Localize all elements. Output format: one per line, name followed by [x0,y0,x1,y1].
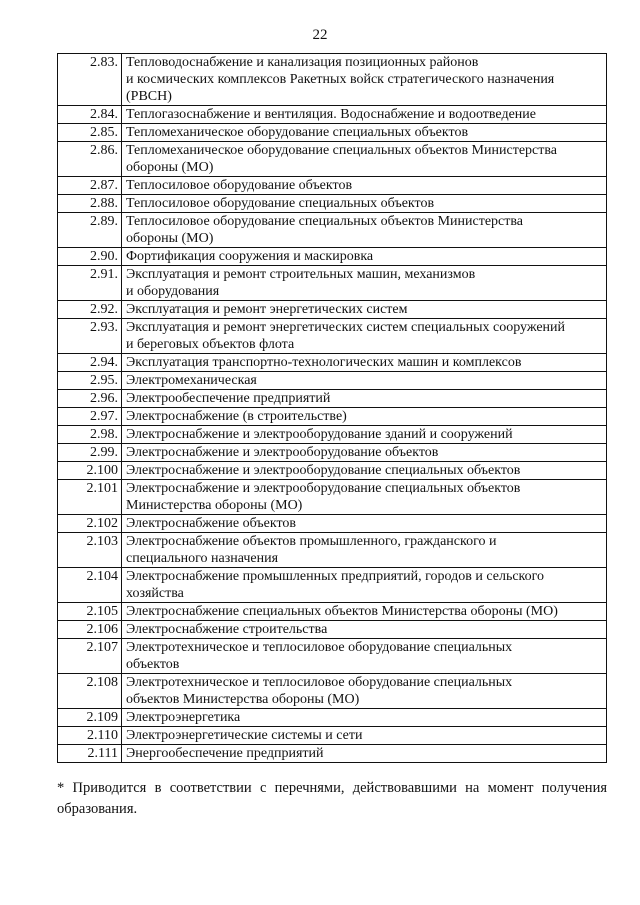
row-title [122,533,607,568]
table-row [58,54,607,106]
row-number: 2.106 [58,621,122,639]
row-number: 2.100 [58,462,122,480]
row-number: 2.93. [58,319,122,354]
row-title-line: Министерства обороны (МО) [126,498,303,513]
row-title-line: Теплосиловое оборудование объектов [126,178,353,193]
row-title [122,142,607,177]
row-number: 2.90. [58,248,122,266]
table-row [58,142,607,177]
table-row [58,319,607,354]
row-number: 2.83. [58,54,122,106]
table-row [58,195,607,213]
row-number: 2.92. [58,301,122,319]
specialty-table [57,53,607,763]
table-row [58,515,607,533]
row-title-line: Электроснабжение объектов [126,516,296,531]
table-row [58,480,607,515]
table-row [58,533,607,568]
row-title [122,621,607,639]
row-title-line: Эксплуатация и ремонт строительных машин, механизмов [126,267,476,282]
row-title-line: Электроснабжение и электрооборудование объектов [126,445,439,460]
table-row [58,621,607,639]
row-number: 2.104 [58,568,122,603]
specialty-table-body [58,54,607,763]
row-title [122,709,607,727]
row-title-line: Электроснабжение специальных объектов Министерства обороны (МО) [126,604,558,619]
row-number: 2.98. [58,426,122,444]
table-row [58,462,607,480]
table-row [58,745,607,763]
row-title-line: Электроснабжение и электрооборудование зданий и сооружений [126,427,513,442]
row-title [122,480,607,515]
row-title-line: Электроснабжение строительства [126,622,328,637]
row-number: 2.91. [58,266,122,301]
row-title [122,515,607,533]
page-number: 22 [312,27,328,43]
row-title-line: Электромеханическая [126,373,257,388]
row-title [122,444,607,462]
row-title [122,426,607,444]
row-number: 2.88. [58,195,122,213]
row-number: 2.109 [58,709,122,727]
row-title [122,462,607,480]
table-row [58,248,607,266]
row-number: 2.105 [58,603,122,621]
row-title-line: Тепломеханическое оборудование специальных объектов [126,125,469,140]
row-number: 2.87. [58,177,122,195]
row-number: 2.97. [58,408,122,426]
row-title [122,603,607,621]
row-title-line: объектов Министерства обороны (МО) [126,692,360,707]
row-title-line: Эксплуатация и ремонт энергетических систем [126,302,408,317]
row-title [122,195,607,213]
row-title-line: специального назначения [126,551,279,566]
table-row [58,709,607,727]
row-title-line: Теплосиловое оборудование специальных объектов [126,196,435,211]
row-number: 2.85. [58,124,122,142]
row-title [122,639,607,674]
table-row [58,639,607,674]
row-title-line: Электрообеспечение предприятий [126,391,331,406]
row-number: 2.108 [58,674,122,709]
row-title [122,319,607,354]
table-row [58,266,607,301]
table-row [58,177,607,195]
row-title-line: и космических комплексов Ракетных войск стратегического назначения [126,72,555,87]
row-title [122,177,607,195]
row-title [122,745,607,763]
row-title [122,266,607,301]
row-title [122,213,607,248]
table-row [58,674,607,709]
row-number: 2.111 [58,745,122,763]
row-title [122,390,607,408]
footnote: * Приводится в соответствии с перечнями, действовавшими на момент получения образования. [57,780,607,817]
row-number: 2.96. [58,390,122,408]
table-row [58,213,607,248]
table-row [58,727,607,745]
row-title [122,106,607,124]
row-number: 2.94. [58,354,122,372]
row-number: 2.84. [58,106,122,124]
table-row [58,354,607,372]
row-title-line: Эксплуатация и ремонт энергетических систем специальных сооружений [126,320,566,335]
table-row [58,301,607,319]
row-title-line: Электроснабжение и электрооборудование специальных объектов [126,463,521,478]
row-number: 2.101 [58,480,122,515]
table-row [58,390,607,408]
row-title [122,727,607,745]
row-title-line: обороны (МО) [126,160,214,175]
table-row [58,603,607,621]
row-title-line: Электротехническое и теплосиловое оборудование специальных [126,640,513,655]
table-row [58,106,607,124]
row-title [122,372,607,390]
row-title-line: объектов [126,657,180,672]
row-title [122,674,607,709]
row-number: 2.95. [58,372,122,390]
table-row [58,426,607,444]
row-title-line: Электроэнергетика [126,710,241,725]
row-title-line: Теплогазоснабжение и вентиляция. Водоснабжение и водоотведение [126,107,536,122]
row-title-line: и оборудования [126,284,220,299]
row-title-line: (РВСН) [126,89,172,104]
row-title-line: Тепловодоснабжение и канализация позиционных районов [126,55,479,70]
row-number: 2.103 [58,533,122,568]
row-title [122,354,607,372]
table-row [58,372,607,390]
row-title [122,301,607,319]
row-title-line: Энергообеспечение предприятий [126,746,324,761]
row-number: 2.89. [58,213,122,248]
table-row [58,124,607,142]
row-title [122,568,607,603]
row-title [122,54,607,106]
row-number: 2.86. [58,142,122,177]
row-title-line: Теплосиловое оборудование специальных объектов Министерства [126,214,524,229]
table-row [58,408,607,426]
table-row [58,568,607,603]
row-title-line: обороны (МО) [126,231,214,246]
table-row [58,444,607,462]
row-title [122,248,607,266]
row-title-line: Электроснабжение и электрооборудование специальных объектов [126,481,521,496]
row-title-line: Электроснабжение промышленных предприятий, городов и сельского [126,569,545,584]
row-title [122,124,607,142]
row-number: 2.110 [58,727,122,745]
row-title-line: Электроснабжение объектов промышленного, гражданского и [126,534,497,549]
row-title-line: Эксплуатация транспортно-технологических машин и комплексов [126,355,522,370]
row-title-line: Тепломеханическое оборудование специальных объектов Министерства [126,143,557,158]
row-title-line: Электротехническое и теплосиловое оборудование специальных [126,675,513,690]
row-title-line: Электроэнергетические системы и сети [126,728,363,743]
row-number: 2.102 [58,515,122,533]
row-title-line: Электроснабжение (в строительстве) [126,409,347,424]
row-title-line: хозяйства [126,586,184,601]
row-number: 2.99. [58,444,122,462]
row-title [122,408,607,426]
row-number: 2.107 [58,639,122,674]
row-title-line: Фортификация сооружения и маскировка [126,249,374,264]
row-title-line: и береговых объектов флота [126,337,295,352]
